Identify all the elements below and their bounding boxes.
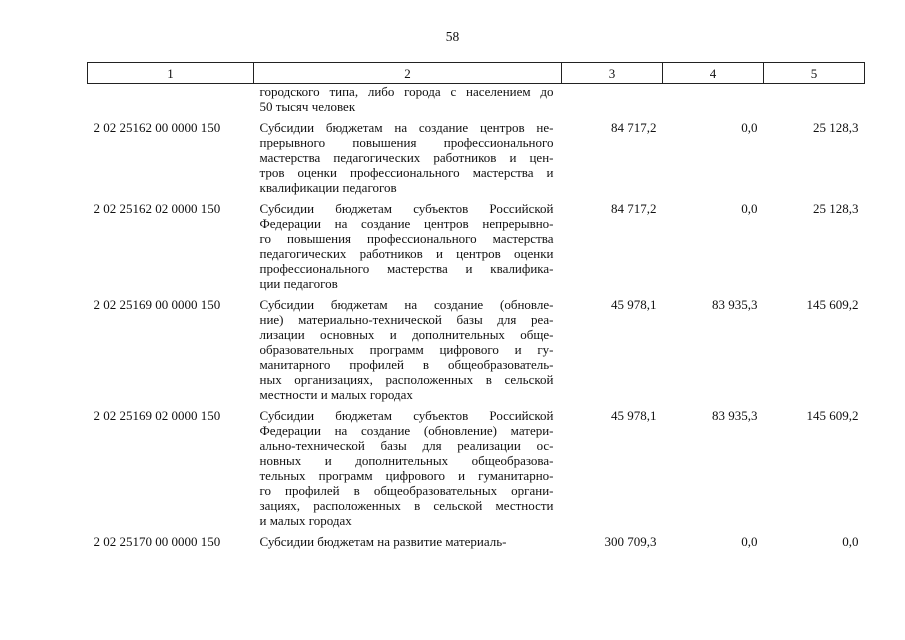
name-line: городского типа, либо города с населением до	[259, 84, 554, 99]
amount-cell	[663, 84, 764, 115]
table-row	[88, 291, 865, 402]
amount-cell-col4: 83 935,3	[712, 408, 758, 423]
amount-cell-col3: 45 978,1	[611, 408, 657, 423]
name-line: педагогических работников и центров оценки	[259, 246, 554, 261]
amount-cell-col3: 84 717,2	[611, 120, 657, 135]
column-number-header	[88, 63, 865, 84]
amount-cell-col5: 25 128,3	[813, 120, 859, 135]
column-number-5: 5	[764, 63, 865, 84]
name-line: манитарного профилей в общеобразователь-	[259, 357, 554, 372]
amount-cell-col3: 45 978,1	[611, 297, 657, 312]
name-line: и малых городах	[259, 513, 352, 528]
name-line: ние) материально-технической базы для реа-	[259, 312, 554, 327]
amount-cell-col4: 83 935,3	[712, 297, 758, 312]
table-row	[88, 195, 865, 291]
name-line: местности и малых городах	[259, 387, 413, 402]
budget-code-cell: 2 02 25162 02 0000 150	[93, 201, 221, 216]
name-line: ции педагогов	[259, 276, 338, 291]
name-line: ально-технической базы для реализации ос-	[259, 438, 554, 453]
table-row	[88, 402, 865, 528]
column-number-1: 1	[88, 63, 254, 84]
amount-cell-col3: 300 709,3	[604, 534, 657, 549]
amount-cell-col5: 145 609,2	[806, 297, 859, 312]
amount-cell-col4: 0,0	[741, 120, 758, 135]
column-number-3: 3	[562, 63, 663, 84]
name-line: Субсидии бюджетам субъектов Российской	[259, 408, 554, 423]
name-line: квалификации педагогов	[259, 180, 397, 195]
name-line: зациях, расположенных в сельской местности	[259, 498, 554, 513]
amount-cell	[562, 84, 663, 115]
name-line: прерывного повышения профессионального	[259, 135, 554, 150]
column-number-2: 2	[254, 63, 562, 84]
name-cell	[254, 291, 562, 402]
budget-code-cell: 2 02 25169 02 0000 150	[93, 408, 221, 423]
name-line: образовательных программ цифрового и гу-	[259, 342, 554, 357]
budget-code-cell: 2 02 25162 00 0000 150	[93, 120, 221, 135]
table-row	[88, 528, 865, 549]
name-line: Субсидии бюджетам на создание (обновле-	[259, 297, 554, 312]
name-line: Субсидии бюджетам на развитие материаль-	[259, 534, 507, 549]
amount-cell-col5: 25 128,3	[813, 201, 859, 216]
name-line: новных и дополнительных общеобразова-	[259, 453, 554, 468]
name-line: 50 тысяч человек	[259, 99, 356, 114]
name-line: профессионального мастерства и квалифика-	[259, 261, 554, 276]
code-cell	[88, 84, 254, 115]
amount-cell	[764, 84, 865, 115]
name-cell	[254, 528, 562, 549]
amount-cell-col3: 84 717,2	[611, 201, 657, 216]
name-line: Субсидии бюджетам на создание центров не-	[259, 120, 554, 135]
name-line: Субсидии бюджетам субъектов Российской	[259, 201, 554, 216]
name-cell	[254, 195, 562, 291]
name-line: тров оценки профессионального мастерства и	[259, 165, 554, 180]
name-line: лизации основных и дополнительных обще-	[259, 327, 554, 342]
amount-cell-col4: 0,0	[741, 201, 758, 216]
continuation-row	[88, 84, 865, 115]
amount-cell-col5: 0,0	[842, 534, 859, 549]
name-line: Федерации на создание центров непрерывно-	[259, 216, 554, 231]
amount-cell-col4: 0,0	[741, 534, 758, 549]
name-line: тельных программ цифрового и гуманитарно-	[259, 468, 554, 483]
name-line: го профилей в общеобразовательных органи-	[259, 483, 554, 498]
name-line: ных организациях, расположенных в сельской	[259, 372, 554, 387]
budget-table	[87, 62, 865, 549]
name-cell	[254, 402, 562, 528]
table-row	[88, 114, 865, 195]
budget-code-cell: 2 02 25169 00 0000 150	[93, 297, 221, 312]
page-number: 58	[445, 29, 460, 44]
name-cell	[254, 114, 562, 195]
amount-cell-col5: 145 609,2	[806, 408, 859, 423]
name-line: го повышения профессионального мастерства	[259, 231, 554, 246]
name-line: Федерации на создание (обновление) матери-	[259, 423, 554, 438]
column-number-4: 4	[663, 63, 764, 84]
budget-code-cell: 2 02 25170 00 0000 150	[93, 534, 221, 549]
name-cell	[254, 84, 562, 115]
name-line: мастерства педагогических работников и цен-	[259, 150, 554, 165]
